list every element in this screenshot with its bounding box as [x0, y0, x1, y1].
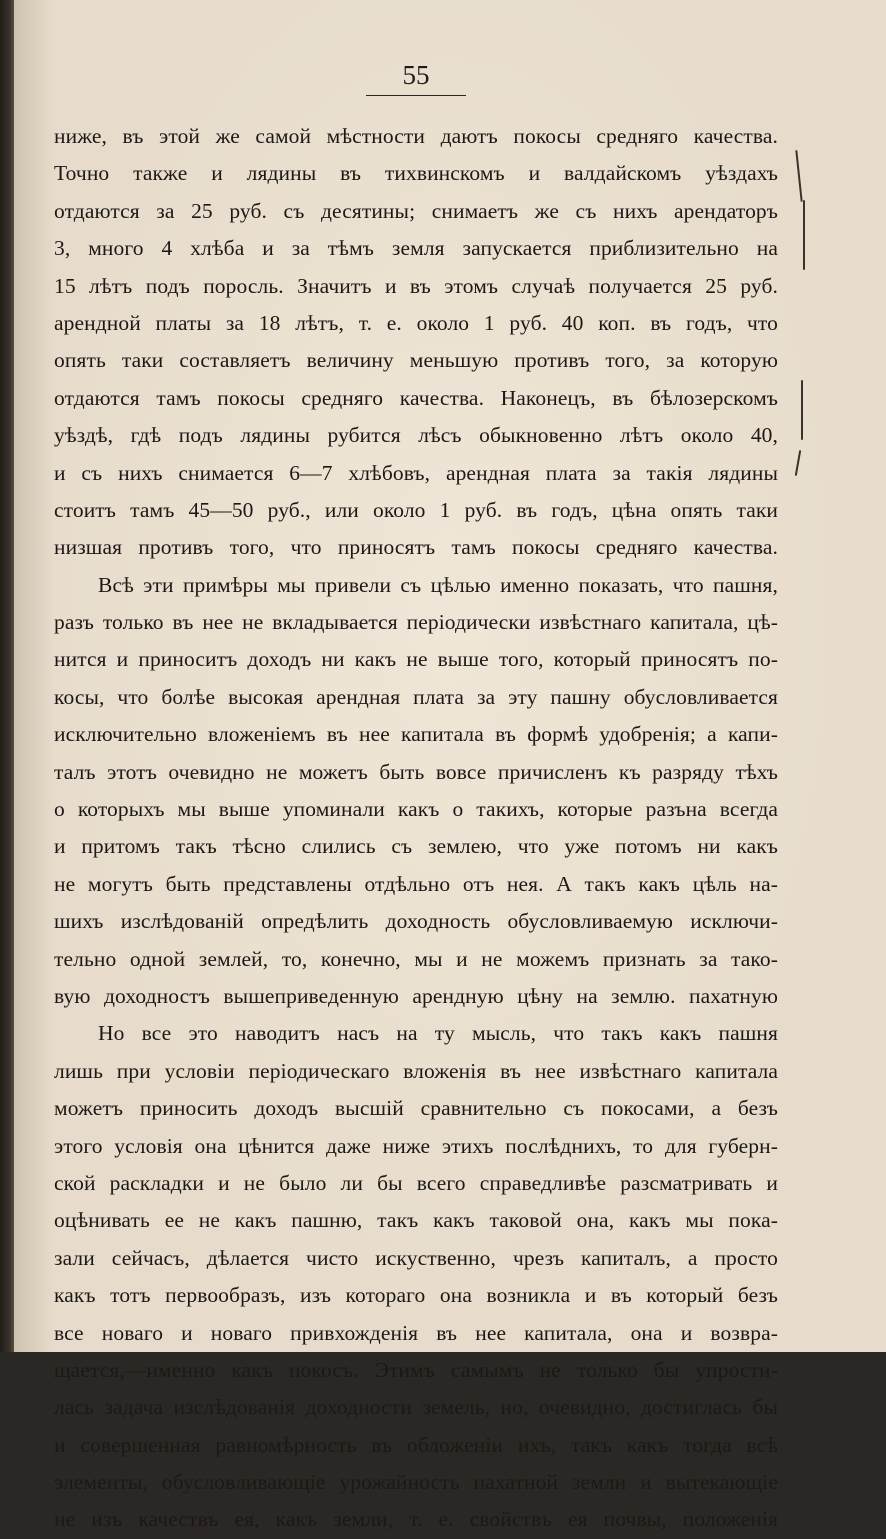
- text-line: и совершенная равномѣрность въ обложеніи ихъ, такъ какъ тогда всѣ: [54, 1432, 778, 1457]
- paragraph-start-line: Всѣ эти примѣры мы привели съ цѣлью именно показать, что пашня,: [98, 572, 778, 597]
- text-line: шихъ изслѣдованій опредѣлить доходность обусловливаемую исключи-: [54, 909, 778, 934]
- text-line: 3, много 4 хлѣба и за тѣмъ земля запускается приблизительно на: [54, 236, 778, 261]
- text-line: уѣздѣ, гдѣ подъ лядины рубится лѣсъ обыкновенно лѣтъ около 40,: [54, 423, 778, 448]
- body-text: [54, 118, 778, 1539]
- text-line: талъ этотъ очевидно не можетъ быть вовсе причисленъ къ разряду тѣхъ: [54, 759, 778, 784]
- text-line: и притомъ такъ тѣсно слились съ землею, что уже потомъ ни какъ: [54, 834, 778, 859]
- text-line: все новаго и новаго привхожденія въ нее капитала, она и возвра-: [54, 1320, 778, 1345]
- text-line: не могутъ быть представлены отдѣльно отъ нея. А такъ какъ цѣль на-: [54, 871, 778, 896]
- text-line: нится и приноситъ доходъ ни какъ не выше того, который приносятъ по-: [54, 647, 778, 672]
- text-line: низшая противъ того, что приносятъ тамъ покосы средняго качества.: [54, 535, 778, 560]
- text-line: тельно одной землей, то, конечно, мы и не можемъ признать за тако-: [54, 946, 778, 971]
- text-line: исключительно вложеніемъ въ нее капитала въ формѣ удобренія; а капи-: [54, 722, 778, 747]
- text-line: 15 лѣтъ подъ поросль. Значитъ и въ этомъ случаѣ получается 25 руб.: [54, 273, 778, 298]
- text-line: лась задача изслѣдованія доходности земель, но, очевидно, достиглась бы: [54, 1395, 778, 1420]
- text-line: оцѣнивать ее не какъ пашню, такъ какъ таковой она, какъ мы пока-: [54, 1208, 778, 1233]
- text-line: элементы, обусловливающіе урожайность пахатной земли и вытекающіе: [54, 1470, 778, 1495]
- text-line: о которыхъ мы выше упоминали какъ о такихъ, которые разъна всегда: [54, 797, 778, 822]
- text-line: не изъ качествъ ея, какъ земли, т. е. свойствъ ея почвы, положенія: [54, 1507, 778, 1532]
- text-line: ниже, въ этой же самой мѣстности даютъ покосы средняго качества.: [54, 124, 778, 148]
- text-line: стоитъ тамъ 45—50 руб., или около 1 руб. въ годъ, цѣна опять таки: [54, 497, 778, 522]
- book-spine-shadow: [0, 0, 14, 1352]
- margin-pencil-mark: [801, 380, 803, 440]
- text-line: опять таки составляетъ величину меньшую противъ того, за которую: [54, 348, 778, 373]
- paragraph-start-line: Но все это наводитъ насъ на ту мысль, что такъ какъ пашня: [98, 1021, 778, 1046]
- page-number: 55: [366, 60, 466, 96]
- margin-pencil-mark: [803, 200, 805, 270]
- text-line: можетъ приносить доходъ высшій сравнительно съ покосами, а безъ: [54, 1096, 778, 1121]
- text-line: вую доходностъ вышеприведенную арендную цѣну на землю. пахатную: [54, 983, 778, 1008]
- text-line: щается,—именно какъ покосъ. Этимъ самымъ не только бы упрости-: [54, 1357, 778, 1382]
- text-line: отдаются за 25 руб. съ десятины; снимаетъ же съ нихъ арендаторъ: [54, 198, 778, 223]
- text-line: отдаются тамъ покосы средняго качества. Наконецъ, въ бѣлозерскомъ: [54, 385, 778, 410]
- text-line: ской раскладки и не было ли бы всего справедливѣе разсматривать и: [54, 1170, 778, 1195]
- text-line: лишь при условіи періодическаго вложенія въ нее извѣстнаго капитала: [54, 1058, 778, 1083]
- text-line: какъ тотъ первообразъ, изъ котораго она возникла и въ который безъ: [54, 1283, 778, 1308]
- text-line: разъ только въ нее не вкладывается періодически извѣстнаго капитала, цѣ-: [54, 610, 778, 635]
- text-line: этого условія она цѣнится даже ниже этихъ послѣднихъ, то для губерн-: [54, 1133, 778, 1158]
- text-line: косы, что болѣе высокая арендная плата за эту пашну обусловливается: [54, 684, 778, 709]
- text-line: и съ нихъ снимается 6—7 хлѣбовъ, арендная плата за такія лядины: [54, 460, 778, 485]
- text-line: Точно также и лядины въ тихвинскомъ и валдайскомъ уѣздахъ: [54, 161, 778, 186]
- text-line: зали сейчасъ, дѣлается чисто искуственно, чрезъ капиталъ, а просто: [54, 1245, 778, 1270]
- text-line: арендной платы за 18 лѣтъ, т. е. около 1 руб. 40 коп. въ годъ, что: [54, 310, 778, 335]
